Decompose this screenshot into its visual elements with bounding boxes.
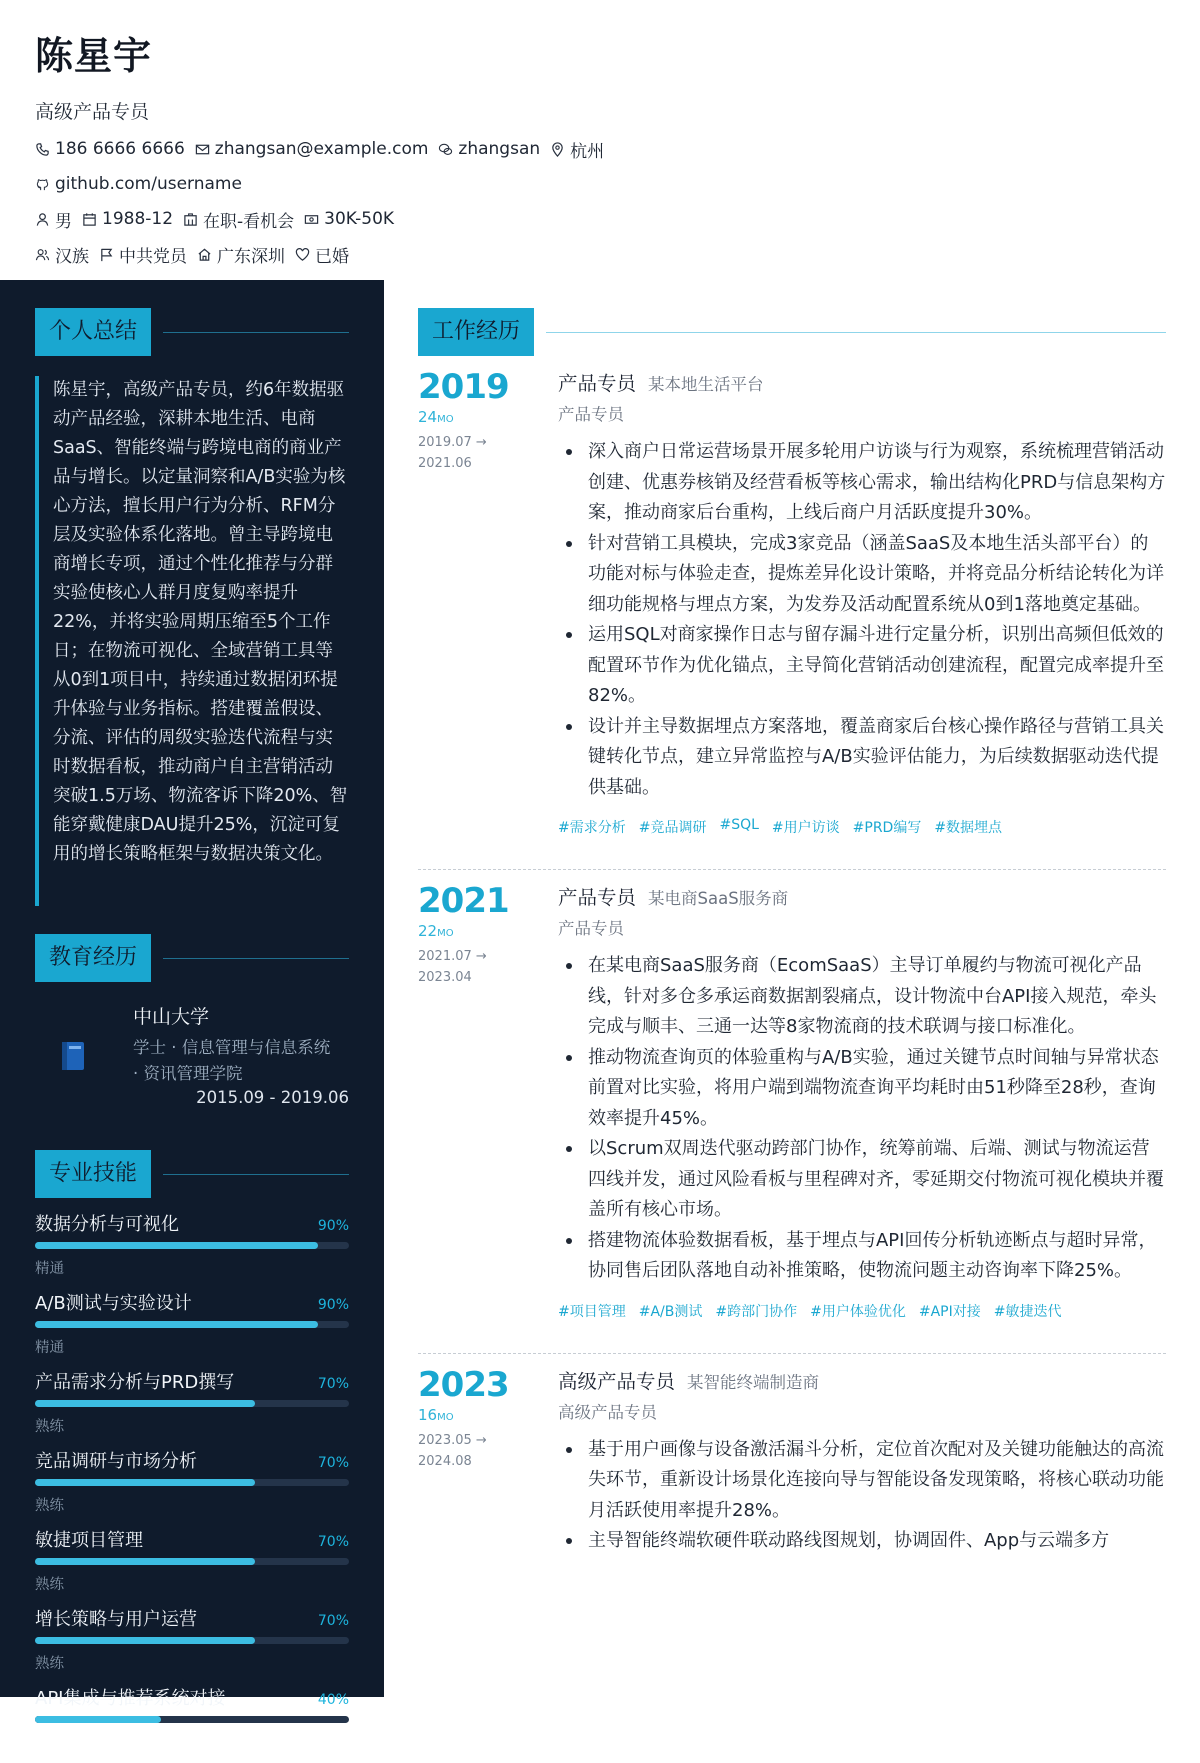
city-text: 杭州 [570, 141, 605, 162]
job-bullets [558, 951, 1166, 1287]
wechat-text: zhangsan [458, 139, 541, 159]
job-months-unit: MO [437, 414, 454, 425]
skill-name: 增长策略与用户运营 [35, 1609, 197, 1630]
job-title-row [558, 1366, 1166, 1396]
skills-list [35, 1210, 349, 1763]
birth-text: 1988-12 [102, 209, 174, 229]
skills-section-header [35, 1150, 349, 1198]
job-months: 16 [418, 1405, 438, 1424]
skill-progress-track [35, 1637, 349, 1644]
flag-icon [99, 247, 114, 262]
skill-level: 精通 [35, 1340, 64, 1356]
skill-progress-track [35, 1321, 349, 1328]
skill-progress-fill [35, 1479, 255, 1486]
skill-tag: #SQL [719, 817, 759, 833]
skill-tag: #敏捷迭代 [993, 1303, 1062, 1320]
company-name: 某本地生活平台 [648, 375, 764, 394]
job-bullets [558, 437, 1166, 803]
politics-text: 中共党员 [119, 246, 187, 267]
location-pin-icon [550, 142, 565, 157]
job-details [558, 882, 1166, 1321]
job-title: 高级产品专员 [558, 1369, 676, 1393]
job-title: 产品专员 [558, 372, 637, 395]
skill-item [35, 1526, 349, 1605]
person-icon [35, 212, 50, 227]
money-icon [304, 212, 319, 227]
job-year: 2021 [418, 881, 509, 921]
candidate-name: 陈星宇 [35, 34, 153, 78]
skill-tag: #API对接 [918, 1303, 981, 1320]
job-duration [418, 922, 538, 940]
skill-tag: #需求分析 [558, 820, 626, 836]
degree-major: 学士 · 信息管理与信息系统 [133, 1038, 331, 1057]
job-months-unit: MO [437, 1411, 454, 1423]
skill-progress-track [35, 1479, 349, 1486]
job-bullet: 基于用户画像与设备激活漏斗分析，定位首次配对及关键功能触达的高流失环节，重新设计场景化连接向导与智能设备发现策略，将核心联动功能月活跃使用率提升28%。 [588, 1435, 1166, 1527]
skill-name: 竞品调研与市场分析 [35, 1451, 197, 1472]
job-entry [418, 882, 1166, 1321]
job-tags [558, 817, 1166, 837]
gender-text: 男 [55, 211, 72, 232]
ethnicity-item [35, 242, 89, 267]
job-divider [418, 869, 1166, 870]
job-bullet: 设计并主导数据埋点方案落地，覆盖商家后台核心操作路径与营销工具关键转化节点，建立异常监控与A/B实验评估能力，为后续数据驱动迭代提供基础。 [588, 712, 1166, 804]
job-timeline [418, 368, 538, 474]
skill-header [35, 1447, 349, 1473]
job-bullet: 以Scrum双周迭代驱动跨部门协作，统筹前端、后端、测试与物流运营四线并发，通过风险看板与里程碑对齐，零延期交付物流可视化模块并覆盖所有核心市场。 [588, 1134, 1166, 1226]
skill-name: API集成与推荐系统对接 [35, 1688, 226, 1709]
job-entry [418, 1366, 1166, 1557]
job-months: 24 [418, 408, 438, 426]
skill-level: 熟练 [35, 1498, 64, 1514]
work-section-title: 工作经历 [418, 308, 534, 356]
skill-progress-fill [35, 1716, 161, 1723]
job-details [558, 368, 1166, 837]
job-months: 22 [418, 922, 438, 940]
summary-text: 陈星宇，高级产品专员，约6年数据驱动产品经验，深耕本地生活、电商SaaS、智能终端与跨境电商的商业产品与增长。以定量洞察和A/B实验为核心方法，擅长用户行为分析、RFM分层及实验体系化落地。曾主导跨境电商增长专项，通过个性化推荐与分群实验使核心人群月度复购率提升22%，并将实验周期压缩至5个工作日；在物流可视化、全域营销工具等从0到1项目中，持续通过数据闭环提升体验与业务指标。搭建覆盖假设、分流、评估的周级实验迭代流程与实时数据看板，推动商户自主营销活动突破1.5万场、物流客诉下降20%、智能穿戴健康DAU提升25%，沉淀可复用的增长策略框架与数据决策文化。 [35, 376, 349, 906]
education-section-header [35, 934, 349, 982]
skill-progress-track [35, 1242, 349, 1249]
summary-section-header [35, 308, 349, 356]
skill-tag: #项目管理 [558, 1303, 626, 1320]
skill-header [35, 1526, 349, 1552]
skill-progress-track [35, 1558, 349, 1565]
skill-percent: 90% [317, 1297, 349, 1313]
background-row [35, 241, 1165, 267]
skill-header [35, 1368, 349, 1394]
phone-item [35, 139, 185, 159]
skill-name: 数据分析与可视化 [35, 1214, 179, 1235]
skill-tag: #跨部门协作 [715, 1303, 798, 1320]
job-bullet: 搭建物流体验数据看板，基于埋点与API回传分析轨迹断点与超时异常，协同售后团队落地自动补推策略，使物流问题主动咨询率下降25%。 [588, 1226, 1166, 1287]
skill-percent: 90% [317, 1218, 349, 1234]
gender-item [35, 207, 72, 232]
github-item[interactable] [35, 174, 242, 194]
job-end-date: 2021.06 [418, 456, 472, 471]
skill-percent: 70% [317, 1376, 349, 1392]
skill-tag: #A/B测试 [638, 1303, 703, 1320]
job-title-row [558, 368, 1166, 398]
section-divider [163, 958, 349, 959]
heart-icon [295, 247, 310, 262]
marital-item [295, 242, 349, 267]
section-divider [163, 1174, 349, 1175]
job-duration [418, 1406, 538, 1424]
email-item[interactable] [195, 139, 429, 159]
skill-name: 产品需求分析与PRD撰写 [35, 1372, 235, 1393]
skill-name: 敏捷项目管理 [35, 1530, 143, 1551]
skill-progress-fill [35, 1637, 255, 1644]
phone-text: 186 6666 6666 [55, 139, 185, 159]
job-start-date: 2019.07 → [418, 435, 487, 450]
main-content [418, 280, 1166, 1697]
skill-percent: 70% [317, 1534, 349, 1550]
calendar-icon [82, 212, 97, 227]
job-months-unit: MO [437, 928, 454, 939]
job-timeline [418, 882, 538, 988]
wechat-icon [438, 142, 453, 157]
section-divider [546, 332, 1166, 333]
job-date-range [418, 432, 538, 474]
sidebar [0, 280, 384, 1709]
job-title-row [558, 882, 1166, 912]
skill-progress-fill [35, 1558, 255, 1565]
people-icon [35, 247, 50, 262]
skill-tag: #数据埋点 [934, 820, 1003, 836]
skill-name: A/B测试与实验设计 [35, 1293, 192, 1314]
school-name: 中山大学 [133, 1006, 210, 1028]
skill-tag: #用户访谈 [771, 820, 840, 836]
resume-header [0, 0, 1200, 280]
skill-progress-fill [35, 1242, 318, 1249]
salary-text: 30K-50K [324, 209, 395, 229]
skill-level: 熟练 [35, 1656, 64, 1672]
email-text[interactable]: zhangsan@example.com [214, 139, 429, 159]
job-bullets [558, 1435, 1166, 1557]
book-icon [59, 1040, 89, 1072]
job-timeline [418, 1366, 538, 1472]
job-tags [558, 1301, 1166, 1321]
skill-tag: #PRD编写 [852, 820, 922, 836]
city-item [550, 137, 604, 162]
hometown-text: 广东深圳 [217, 246, 285, 267]
politics-item [99, 242, 187, 267]
skill-progress-track [35, 1716, 349, 1723]
job-entry [418, 368, 1166, 837]
job-start-date: 2023.05 → [418, 1432, 487, 1448]
company-name: 某电商SaaS服务商 [648, 889, 789, 908]
salary-item [304, 209, 394, 229]
skill-header [35, 1684, 349, 1710]
github-row [35, 171, 1165, 197]
job-bullet: 推动物流查询页的体验重构与A/B实验，通过关键节点时间轴与异常状态前置对比实验，将用户端到端物流查询平均耗时由51秒降至28秒，查询效率提升45%。 [588, 1043, 1166, 1135]
personal-row [35, 206, 1165, 232]
job-divider [418, 1353, 1166, 1354]
job-details [558, 1366, 1166, 1557]
skill-percent: 40% [317, 1692, 349, 1708]
skill-header [35, 1210, 349, 1236]
skill-tag: #用户体验优化 [810, 1303, 906, 1320]
mail-icon [195, 142, 210, 157]
skill-progress-track [35, 1400, 349, 1407]
job-role: 产品专员 [558, 405, 624, 424]
job-end-date: 2024.08 [418, 1453, 472, 1469]
candidate-title: 高级产品专员 [35, 101, 150, 123]
job-list [418, 368, 1166, 1557]
section-divider [163, 332, 349, 333]
education-section-title: 教育经历 [35, 934, 151, 982]
job-bullet: 在某电商SaaS服务商（EcomSaaS）主导订单履约与物流可视化产品线，针对多仓多承运商数据割裂痛点，设计物流中台API接入规范，牵头完成与顺丰、三通一达等8家物流商的技术联调与接口标准化。 [588, 951, 1166, 1043]
job-title: 产品专员 [558, 886, 637, 909]
skill-item [35, 1368, 349, 1447]
skill-progress-fill [35, 1321, 318, 1328]
job-start-date: 2021.07 → [418, 949, 487, 964]
wechat-item [438, 139, 540, 159]
skill-tag: #竞品调研 [638, 820, 707, 836]
ethnicity-text: 汉族 [55, 246, 89, 267]
job-date-range [418, 1430, 538, 1472]
skills-section-title: 专业技能 [35, 1150, 151, 1198]
job-bullet: 主导智能终端软硬件联动路线图规划，协调固件、App与云端多方 [588, 1526, 1166, 1557]
skill-header [35, 1605, 349, 1631]
job-end-date: 2023.04 [418, 970, 472, 985]
job-year: 2019 [418, 367, 509, 407]
skill-item [35, 1447, 349, 1526]
work-section-header [418, 308, 1166, 356]
status-text: 在职-看机会 [203, 211, 295, 232]
skill-header [35, 1289, 349, 1315]
job-bullet: 运用SQL对商家操作日志与留存漏斗进行定量分析，识别出高频但低效的配置环节作为优化锚点，主导简化营销活动创建流程，配置完成率提升至82%。 [588, 620, 1166, 712]
building-icon [183, 212, 198, 227]
status-item [183, 207, 294, 232]
job-duration [418, 408, 538, 426]
skill-percent: 70% [317, 1455, 349, 1471]
job-role: 高级产品专员 [558, 1402, 657, 1422]
skill-item [35, 1289, 349, 1368]
job-year: 2023 [418, 1364, 509, 1405]
phone-icon [35, 142, 50, 157]
contact-row [35, 136, 1165, 162]
job-bullet: 深入商户日常运营场景开展多轮用户访谈与行为观察，系统梳理营销活动创建、优惠券核销及经营看板等核心需求，输出结构化PRD与信息架构方案，推动商家后台重构，上线后商户月活跃度提升30%。 [588, 437, 1166, 529]
college-name: · 资讯管理学院 [133, 1064, 243, 1083]
skill-progress-fill [35, 1400, 255, 1407]
marital-text: 已婚 [315, 246, 349, 267]
hometown-item [197, 242, 285, 267]
job-date-range [418, 946, 538, 988]
skill-item [35, 1605, 349, 1684]
github-icon [35, 177, 50, 192]
skill-item [35, 1684, 349, 1763]
home-icon [197, 247, 212, 262]
skill-percent: 70% [317, 1613, 349, 1629]
job-bullet: 针对营销工具模块，完成3家竞品（涵盖SaaS及本地生活头部平台）的功能对标与体验走查，提炼差异化设计策略，并将竞品分析结论转化为详细功能规格与埋点方案，为发券及活动配置系统从0到1落地奠定基础。 [588, 529, 1166, 621]
job-role: 产品专员 [558, 919, 624, 938]
skill-item [35, 1210, 349, 1289]
skill-level: 熟练 [35, 1577, 64, 1593]
birth-item [82, 209, 173, 229]
skill-level: 精通 [35, 1261, 64, 1277]
education-dates: 2015.09 - 2019.06 [196, 1088, 349, 1107]
summary-section-title: 个人总结 [35, 308, 151, 356]
github-text[interactable]: github.com/username [55, 174, 242, 194]
company-name: 某智能终端制造商 [687, 1372, 820, 1392]
skill-level: 熟练 [35, 1419, 64, 1435]
education-entry [35, 1002, 349, 1142]
